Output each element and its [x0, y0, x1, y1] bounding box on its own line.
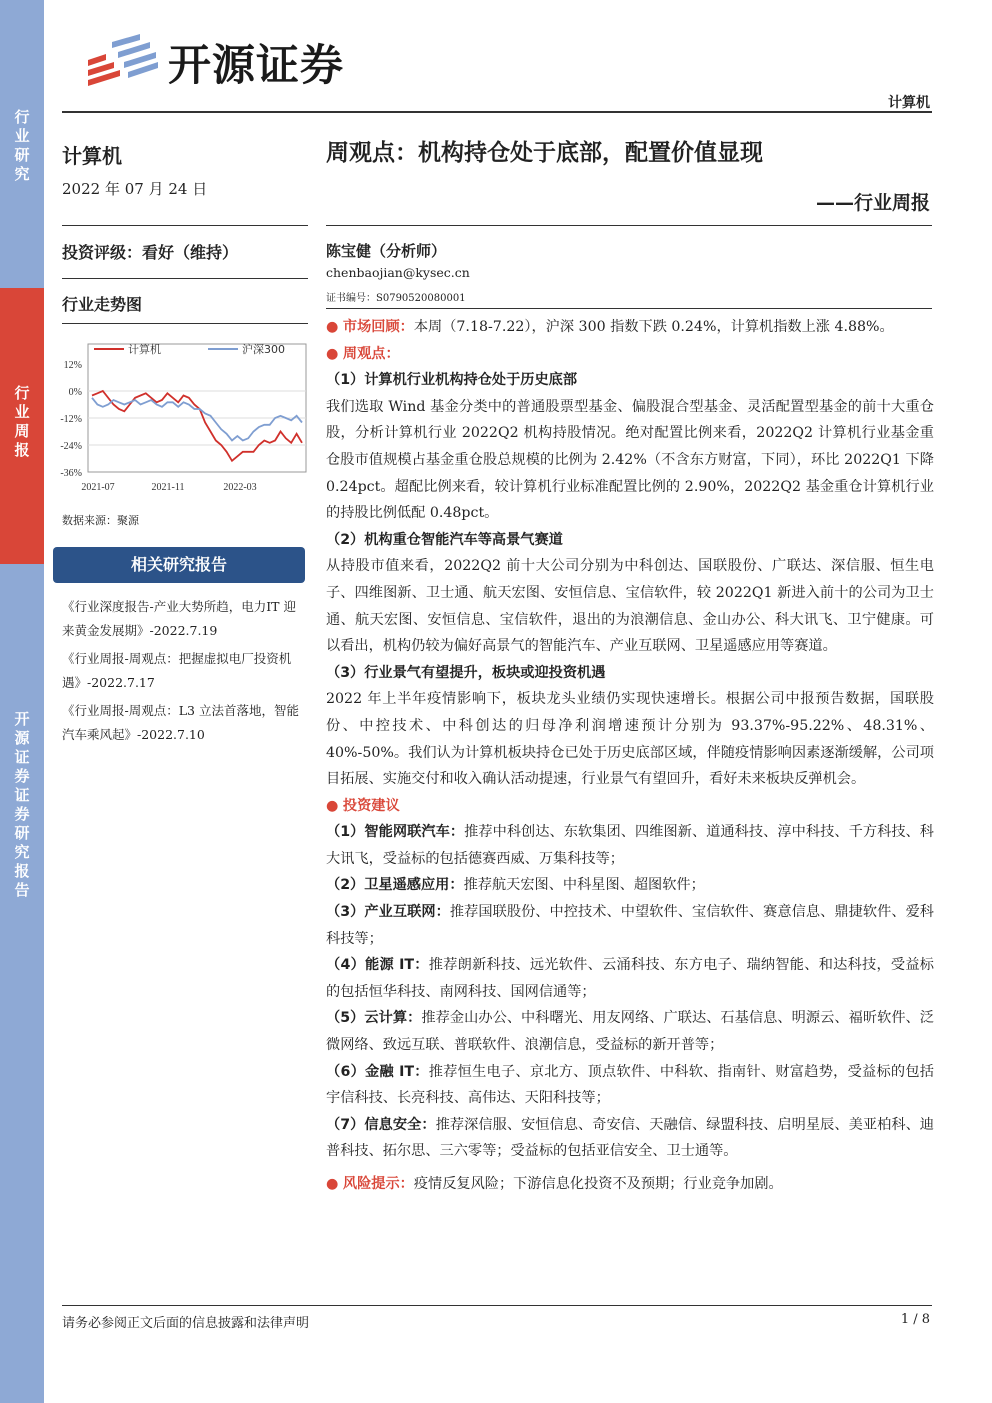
analyst-rule	[326, 308, 932, 309]
analyst-cert: 证书编号：S0790520080001	[326, 293, 466, 304]
chart-frame	[88, 344, 306, 472]
analyst-name: 陈宝健（分析师）	[326, 242, 447, 260]
investment-heading: ● 投资建议	[326, 797, 400, 814]
invest-item-5: （5）云计算：推荐金山办公、中科曙光、用友网络、广联达、石基信息、明源云、福昕软件、泛微网络、致远互联、普联软件、浪潮信息，受益标的新开普等；	[326, 1010, 934, 1054]
paragraph-3: 2022 年上半年疫情影响下，板块龙头业绩仍实现快速增长。根据公司中报预告数据，国联股份、中控技术、中科创达的归母净利润增速预计分别为 93.37%-95.22%、48.31%、40%-50%。我们认为计算机板块持仓已处于历史底部区域，伴随疫情影响因素逐渐缓解，公司项目拓展、实施交付和收入确认活动提速，行业景气有望回升，看好未来板块反弹机会。	[326, 691, 934, 788]
trend-chart	[50, 334, 312, 502]
footer-disclaimer: 请务必参阅正文后面的信息披露和法律声明	[62, 1316, 310, 1331]
left-rule-1	[62, 225, 308, 226]
weekly-view-heading: ● 周观点：	[326, 345, 400, 362]
analyst-email[interactable]: chenbaojian@kysec.cn	[326, 265, 470, 280]
report-date: 2022 年 07 月 24 日	[62, 180, 208, 198]
related-report-3[interactable]: 《行业周报-周观点：L3 立法首落地，智能汽车乘风起》-2022.7.10	[62, 703, 299, 742]
report-subtitle: ——行业周报	[815, 192, 930, 214]
chart-ytick-label: -12%	[60, 414, 82, 425]
left-sector: 计算机	[62, 144, 122, 168]
main-rule	[326, 225, 932, 226]
sector-tag: 计算机	[888, 95, 930, 111]
left-rule-2	[62, 278, 308, 279]
invest-item-3: （3）产业互联网：推荐国联股份、中控技术、中望软件、宝信软件、赛意信息、鼎捷软件、爱科科技等；	[326, 904, 934, 947]
logo-icon	[86, 30, 160, 86]
chart-xtick-label: 2021-07	[81, 482, 115, 493]
chart-ytick-label: -24%	[60, 441, 82, 452]
chart-ytick-label: -36%	[60, 468, 82, 479]
risk-warning: ● 风险提示：疫情反复风险；下游信息化投资不及预期；行业竞争加剧。	[326, 1176, 783, 1192]
chart-xtick-label: 2022-03	[223, 482, 257, 493]
paragraph-2: 从持股市值来看，2022Q2 前十大公司分别为中科创达、国联股份、广联达、深信服、恒生电子、四维图新、卫士通、航天宏图、安恒信息、宝信软件，较 2022Q1 新进入前十的公司为卫士通、航天宏图、安恒信息、宝信软件，退出的为浪潮信息、金山办公、科大讯飞、卫宁健康。可以看出，机构仍较为偏好高景气的智能汽车、产业互联网、卫星遥感应用等赛道。	[326, 558, 934, 655]
invest-item-7: （7）信息安全：推荐深信服、安恒信息、奇安信、天融信、绿盟科技、启明星辰、美亚柏科、迪普科技、拓尔思、三六零等；受益标的包括亚信安全、卫士通等。	[326, 1116, 934, 1160]
chart-series-line	[92, 391, 302, 461]
related-reports-title: 相关研究报告	[53, 547, 305, 583]
sidebar-brand: 开源证券 证券研究报告	[0, 564, 44, 1403]
market-review: ● 市场回顾：本周（7.18-7.22），沪深 300 指数下跌 0.24%，计算机指数上涨 4.88%。	[326, 319, 894, 335]
bullet-icon: ●	[326, 1176, 343, 1192]
chart-legend-label: 计算机	[128, 343, 161, 356]
chart-legend-label: 沪深300	[242, 343, 285, 356]
invest-item-6: （6）金融 IT：推荐恒生电子、京北方、顶点软件、中科软、指南针、财富趋势，受益标的包括宇信科技、长亮科技、高伟达、天阳科技等；	[326, 1063, 934, 1107]
report-body	[326, 314, 934, 1198]
subheading-2: （2）机构重仓智能汽车等高景气赛道	[326, 531, 563, 548]
invest-item-4: （4）能源 IT：推荐朗新科技、远光软件、云涌科技、东方电子、瑞纳智能、和达科技，受益标的包括恒华科技、南网科技、国网信通等；	[326, 957, 934, 1000]
footer-rule	[62, 1305, 932, 1306]
chart-series-line	[92, 398, 302, 441]
invest-item-1: （1）智能网联汽车：推荐中科创达、东软集团、四维图新、道通科技、淳中科技、千方科技、科大讯飞，受益标的包括德赛西威、万集科技等；	[326, 824, 934, 867]
investment-rating: 投资评级：看好（维持）	[62, 243, 239, 262]
page-number: 1 / 8	[900, 1312, 930, 1327]
header-rule	[62, 111, 932, 113]
left-rule-3	[62, 323, 308, 324]
chart-ytick-label: 0%	[68, 387, 82, 398]
chart-ytick-label: 12%	[63, 360, 82, 371]
sidebar-weekly-report: 行业周报	[0, 288, 44, 564]
subheading-1: （1）计算机行业机构持仓处于历史底部	[326, 372, 578, 389]
trend-title: 行业走势图	[62, 295, 143, 314]
subheading-3: （3）行业景气有望提升，板块或迎投资机遇	[326, 664, 606, 681]
report-title: 周观点：机构持仓处于底部，配置价值显现	[326, 140, 763, 166]
bullet-icon: ●	[326, 345, 343, 362]
data-source: 数据来源：聚源	[62, 514, 139, 527]
paragraph-1: 我们选取 Wind 基金分类中的普通股票型基金、偏股混合型基金、灵活配置型基金的前十大重仓股，分析计算机行业 2022Q2 机构持股情况。绝对配置比例来看，2022Q2 计算机行业基金重仓股市值规模占基金重仓股总规模的比例为 2.42%（不含东方财富，下同），环比 2022Q1 下降 0.24pct。超配比例来看，较计算机行业标准配置比例的 2.90%，2022Q2 基金重仓计算机行业的持股比例低配 0.48pct。	[326, 398, 934, 522]
bullet-icon: ●	[326, 797, 343, 814]
sidebar-industry-research: 行业研究	[0, 0, 44, 288]
related-report-1[interactable]: 《行业深度报告-产业大势所趋，电力IT 迎来黄金发展期》-2022.7.19	[62, 599, 296, 638]
logo-text: 开源证券	[168, 41, 344, 91]
invest-item-2: （2）卫星遥感应用：推荐航天宏图、中科星图、超图软件；	[326, 877, 705, 894]
related-report-2[interactable]: 《行业周报-周观点：把握虚拟电厂投资机遇》-2022.7.17	[62, 651, 292, 690]
bullet-icon: ●	[326, 319, 343, 335]
chart-xtick-label: 2021-11	[151, 482, 185, 493]
